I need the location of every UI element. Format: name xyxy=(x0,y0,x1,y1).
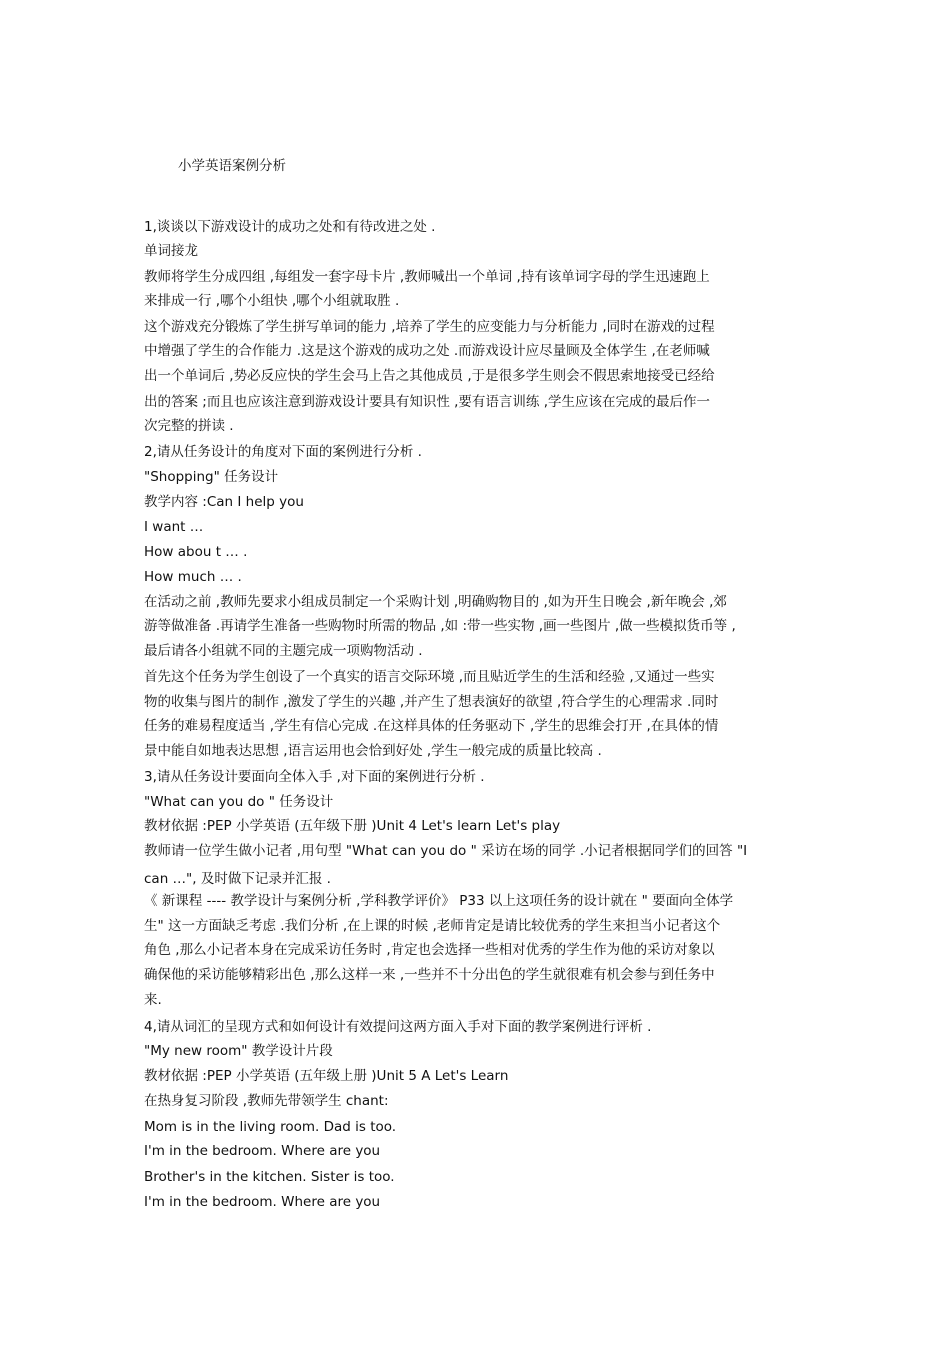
text-line: 出的答案 ;而且也应该注意到游戏设计要具有知识性 ,要有语言训练 ,学生应该在完成的最后作一 xyxy=(144,394,711,410)
text-line: 教学内容 :Can I help you xyxy=(144,494,304,510)
text-line: 景中能自如地表达思想 ,语言运用也会恰到好处 ,学生一般完成的质量比较高 . xyxy=(144,743,602,759)
text-line: 中增强了学生的合作能力 .这是这个游戏的成功之处 .而游戏设计应尽量顾及全体学生 ,在老师喊 xyxy=(144,343,710,359)
text-line: I want … xyxy=(144,519,204,535)
text-line: 游等做准备 .再请学生准备一些购物时所需的物品 ,如 :带一些实物 ,画一些图片 ,做一些模拟货币等 , xyxy=(144,618,736,634)
text-line: 来排成一行 ,哪个小组快 ,哪个小组就取胜 . xyxy=(144,293,400,309)
text-line: "My new room" 教学设计片段 xyxy=(144,1043,333,1059)
text-line: 《 新课程 ---- 教学设计与案例分析 ,学科教学评价》 P33 以上这项任务的设计就在 " 要面向全体学 xyxy=(144,893,734,909)
text-line: 教材依据 :PEP 小学英语 (五年级下册 )Unit 4 Let's learn Let's play xyxy=(144,818,561,834)
text-line: 2,请从任务设计的角度对下面的案例进行分析 . xyxy=(144,444,422,460)
text-line: 3,请从任务设计要面向全体入手 ,对下面的案例进行分析 . xyxy=(144,769,485,785)
document-title: 小学英语案例分析 xyxy=(178,158,286,174)
text-line: 最后请各小组就不同的主题完成一项购物活动 . xyxy=(144,643,423,659)
text-line: I'm in the bedroom. Where are you xyxy=(144,1143,381,1159)
text-line: 确保他的采访能够精彩出色 ,那么这样一来 ,一些并不十分出色的学生就很难有机会参与到任务中 xyxy=(144,967,715,983)
text-line: How much … . xyxy=(144,569,242,585)
text-line: 角色 ,那么小记者本身在完成采访任务时 ,肯定也会选择一些相对优秀的学生作为他的采访对象以 xyxy=(144,942,715,958)
text-line: 出一个单词后 ,势必反应快的学生会马上告之其他成员 ,于是很多学生则会不假思索地接受已经给 xyxy=(144,368,715,384)
text-line: 4,请从词汇的呈现方式和如何设计有效提问这两方面入手对下面的教学案例进行评析 . xyxy=(144,1019,652,1035)
text-line: Brother's in the kitchen. Sister is too. xyxy=(144,1169,395,1185)
text-line: 教材依据 :PEP 小学英语 (五年级上册 )Unit 5 A Let's Learn xyxy=(144,1068,509,1084)
text-line: can …", 及时做下记录并汇报 . xyxy=(144,871,331,887)
text-line: 这个游戏充分锻炼了学生拼写单词的能力 ,培养了学生的应变能力与分析能力 ,同时在游戏的过程 xyxy=(144,319,715,335)
text-line: 任务的难易程度适当 ,学生有信心完成 .在这样具体的任务驱动下 ,学生的思维会打开 ,在具体的情 xyxy=(144,718,719,734)
text-line: 生" 这一方面缺乏考虑 .我们分析 ,在上课的时候 ,老师肯定是请比较优秀的学生来担当小记者这个 xyxy=(144,918,721,934)
text-line: 单词接龙 xyxy=(144,243,198,259)
text-line: "What can you do " 任务设计 xyxy=(144,794,334,810)
text-line: 物的收集与图片的制作 ,激发了学生的兴趣 ,并产生了想表演好的欲望 ,符合学生的心理需求 .同时 xyxy=(144,694,719,710)
text-line: 在热身复习阶段 ,教师先带领学生 chant: xyxy=(144,1093,389,1109)
text-line: 1,谈谈以下游戏设计的成功之处和有待改进之处 . xyxy=(144,219,436,235)
text-line: How abou t … . xyxy=(144,544,248,560)
text-line: I'm in the bedroom. Where are you xyxy=(144,1194,381,1210)
text-line: 首先这个任务为学生创设了一个真实的语言交际环境 ,而且贴近学生的生活和经验 ,又通过一些实 xyxy=(144,669,715,685)
text-line: 教师将学生分成四组 ,每组发一套字母卡片 ,教师喊出一个单词 ,持有该单词字母的学生迅速跑上 xyxy=(144,269,710,285)
text-line: Mom is in the living room. Dad is too. xyxy=(144,1119,397,1135)
text-line: 来. xyxy=(144,992,162,1008)
text-line: 教师请一位学生做小记者 ,用句型 "What can you do " 采访在场的同学 .小记者根据同学们的回答 "I xyxy=(144,843,748,859)
text-line: 在活动之前 ,教师先要求小组成员制定一个采购计划 ,明确购物目的 ,如为开生日晚会 ,新年晚会 ,郊 xyxy=(144,594,727,610)
text-line: "Shopping" 任务设计 xyxy=(144,469,279,485)
text-line: 次完整的拼读 . xyxy=(144,418,234,434)
